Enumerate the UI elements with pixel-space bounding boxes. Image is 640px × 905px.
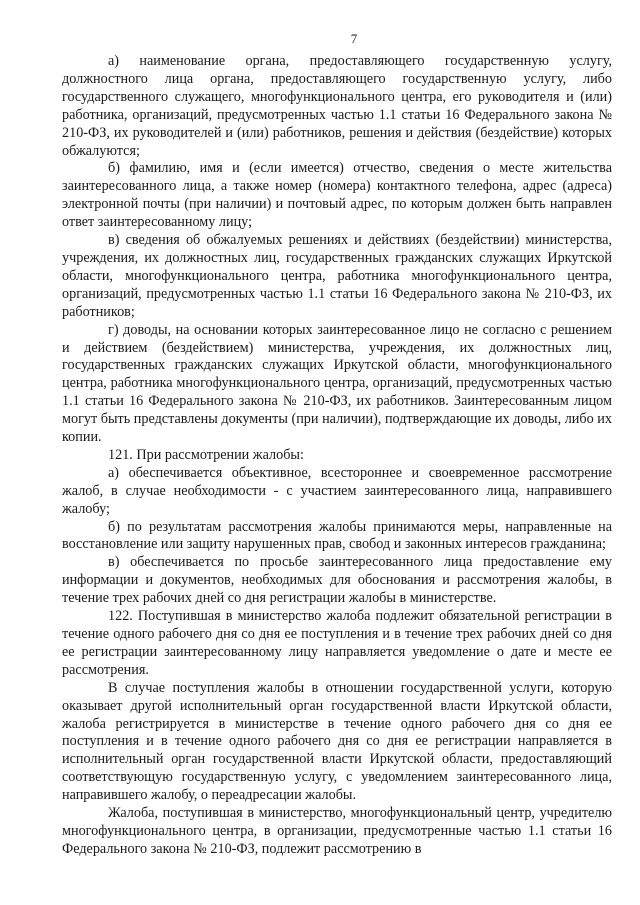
paragraph-121-b: б) по результатам рассмотрения жалобы принимаются меры, направленные на восстановление или защиту нарушенных прав, свобод и законных интересов гражданина; [62,518,612,553]
paragraph-121-v: в) обеспечивается по просьбе заинтересованного лица предоставление ему информации и документов, необходимых для обоснования и рассмотрения жалобы, в течение трех рабочих дней со дня регистрации жалобы в министерстве. [62,554,612,607]
paragraph-item-g: г) доводы, на основании которых заинтересованное лицо не согласно с решением и действием (бездействием) министерства, учреждения, их должностных лиц, государственных гражданских служащих Иркутской области, многофункционального центра, работника многофункционального центра, организаций, предусмотренных частью 1.1 статьи 16 Федерального закона № 210-ФЗ, их работников. Заинтересованным лицом могут быть представлены документы (при наличии), подтверждающие их доводы, либо их копии. [62,321,612,446]
paragraph-121: 121. При рассмотрении жалобы: [108,446,304,463]
paragraph-122: 122. Поступившая в министерство жалоба подлежит обязательной регистрации в течение одного рабочего дня со дня ее поступления и в течение трех рабочих дней со дня ее регистрации заинтересованному лицу направляется уведомление о дате и месте ее рассмотрения. [62,608,612,678]
paragraph-redirect: В случае поступления жалобы в отношении государственной услуги, которую оказывает другой исполнительный орган государственной власти Иркутской области, жалоба регистрируется в министерстве в течение одного рабочего дня со дня ее поступления и в течение одного рабочего дня со дня ее регистрации направляется в исполнительный орган государственной власти Иркутской области, предоставляющий соответствующую государственную услугу, с уведомлением заинтересованного лица, направившего жалобу, о переадресации жалобы. [62,679,612,804]
paragraph-complaint-review: Жалоба, поступившая в министерство, многофункциональный центр, учредителю многофункционального центра, в организации, предусмотренные частью 1.1 статьи 16 Федерального закона № 210-ФЗ, подлежит рассмотрению в [62,805,612,857]
paragraph-item-b: б) фамилию, имя и (если имеется) отчество, сведения о месте жительства заинтересованного лица, а также номер (номера) контактного телефона, адрес (адреса) электронной почты (при наличии) и почтовый адрес, по которым должен быть направлен ответ заинтересованному лицу; [62,160,612,231]
paragraph-item-a: а) наименование органа, предоставляющего государственную услугу, должностного лица органа, предоставляющего государственную услугу, либо государственного служащего, многофункционального центра, его руководителя и (или) работника, организаций, предусмотренных частью 1.1 статьи 16 Федерального закона № 210-ФЗ, их руководителей и (или) работников, решения и действия (бездействие) которых обжалуются; [62,53,612,159]
page-number: 7 [350,31,358,46]
paragraph-item-v: в) сведения об обжалуемых решениях и действиях (бездействии) министерства, учреждения, их должностных лиц, государственных гражданских служащих Иркутской области, многофункционального центра, работника многофункционального центра, организаций, предусмотренных частью 1.1 статьи 16 Федерального закона № 210-ФЗ, их работников; [62,232,612,320]
paragraph-121-a: а) обеспечивается объективное, всестороннее и своевременное рассмотрение жалоб, в случае необходимости - с участием заинтересованного лица, направившего жалобу; [62,464,612,517]
